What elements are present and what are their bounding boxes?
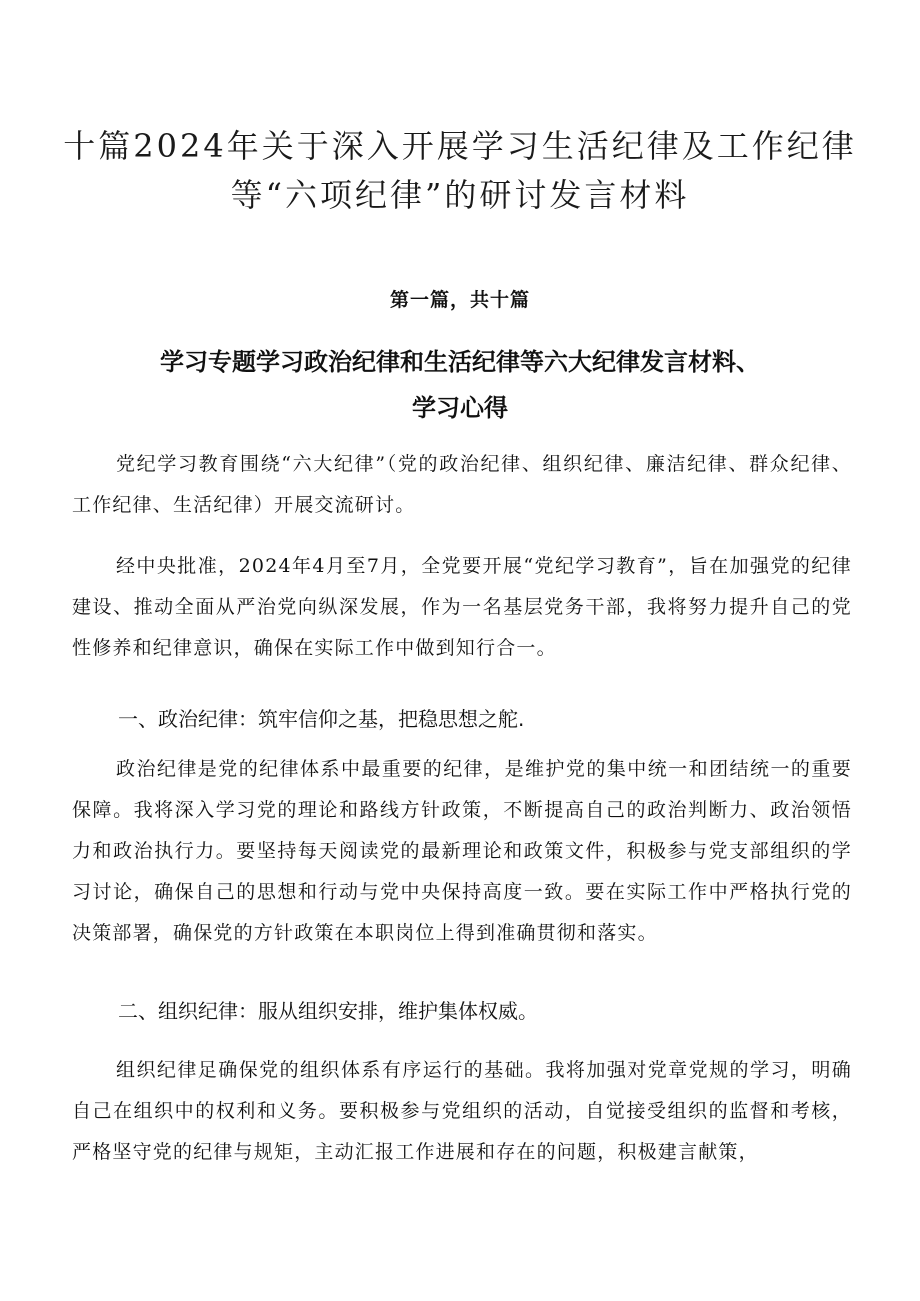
intro-paragraph: 党纪学习教育围绕“六大纪律”（党的政治纪律、组织纪律、廉洁纪律、群众纪律、工作纪律、生活纪律）开展交流研讨。	[72, 453, 852, 516]
background-paragraph: 经中央批准，2024年4月至7月，全党要开展“党纪学习教育”，旨在加强党的纪律建设、推动全面从严治党向纵深发展，作为一名基层党务干部，我将努力提升自己的党性修养和纪律意识，确保在实际工作中做到知行合一。	[72, 555, 852, 659]
document-title-line-2: 等“六项纪律”的研讨发言材料	[230, 176, 690, 214]
section-heading-organizational-discipline: 二、组织纪律：服从组织安排，维护集体权威。	[118, 999, 538, 1023]
section-heading-political-discipline: 一、政治纪律：筑牢信仰之基，把稳思想之舵.	[118, 707, 525, 731]
part-label: 第一篇，共十篇	[389, 289, 530, 311]
section-body-organizational-discipline: 组织纪律足确保党的组织体系有序运行的基础。我将加强对党章党规的学习，明确自己在组织中的权利和义务。要积极参与党组织的活动，自觉接受组织的监督和考核，严格坚守党的纪律与规矩，主动汇报工作进展和存在的问题，积极建言献策，	[72, 1059, 852, 1163]
section-body-political-discipline: 政治纪律是党的纪律体系中最重要的纪律，是维护党的集中统一和团结统一的重要保障。我将深入学习党的理论和路线方针政策，不断提高自己的政治判断力、政治领悟力和政治执行力。要坚持每天阅读党的最新理论和政策文件，积极参与党支部组织的学习讨论，确保自己的思想和行动与党中央保持高度一致。要在实际工作中严格执行党的决策部署，确保党的方针政策在本职岗位上得到准确贯彻和落实。	[72, 758, 852, 944]
subtitle-line-1: 学习专题学习政治纪律和生活纪律等六大纪律发言材料、	[160, 348, 760, 376]
document-title-line-1: 十篇2024年关于深入开展学习生活纪律及工作纪律	[63, 127, 857, 165]
subtitle-line-2: 学习心得	[412, 394, 508, 422]
